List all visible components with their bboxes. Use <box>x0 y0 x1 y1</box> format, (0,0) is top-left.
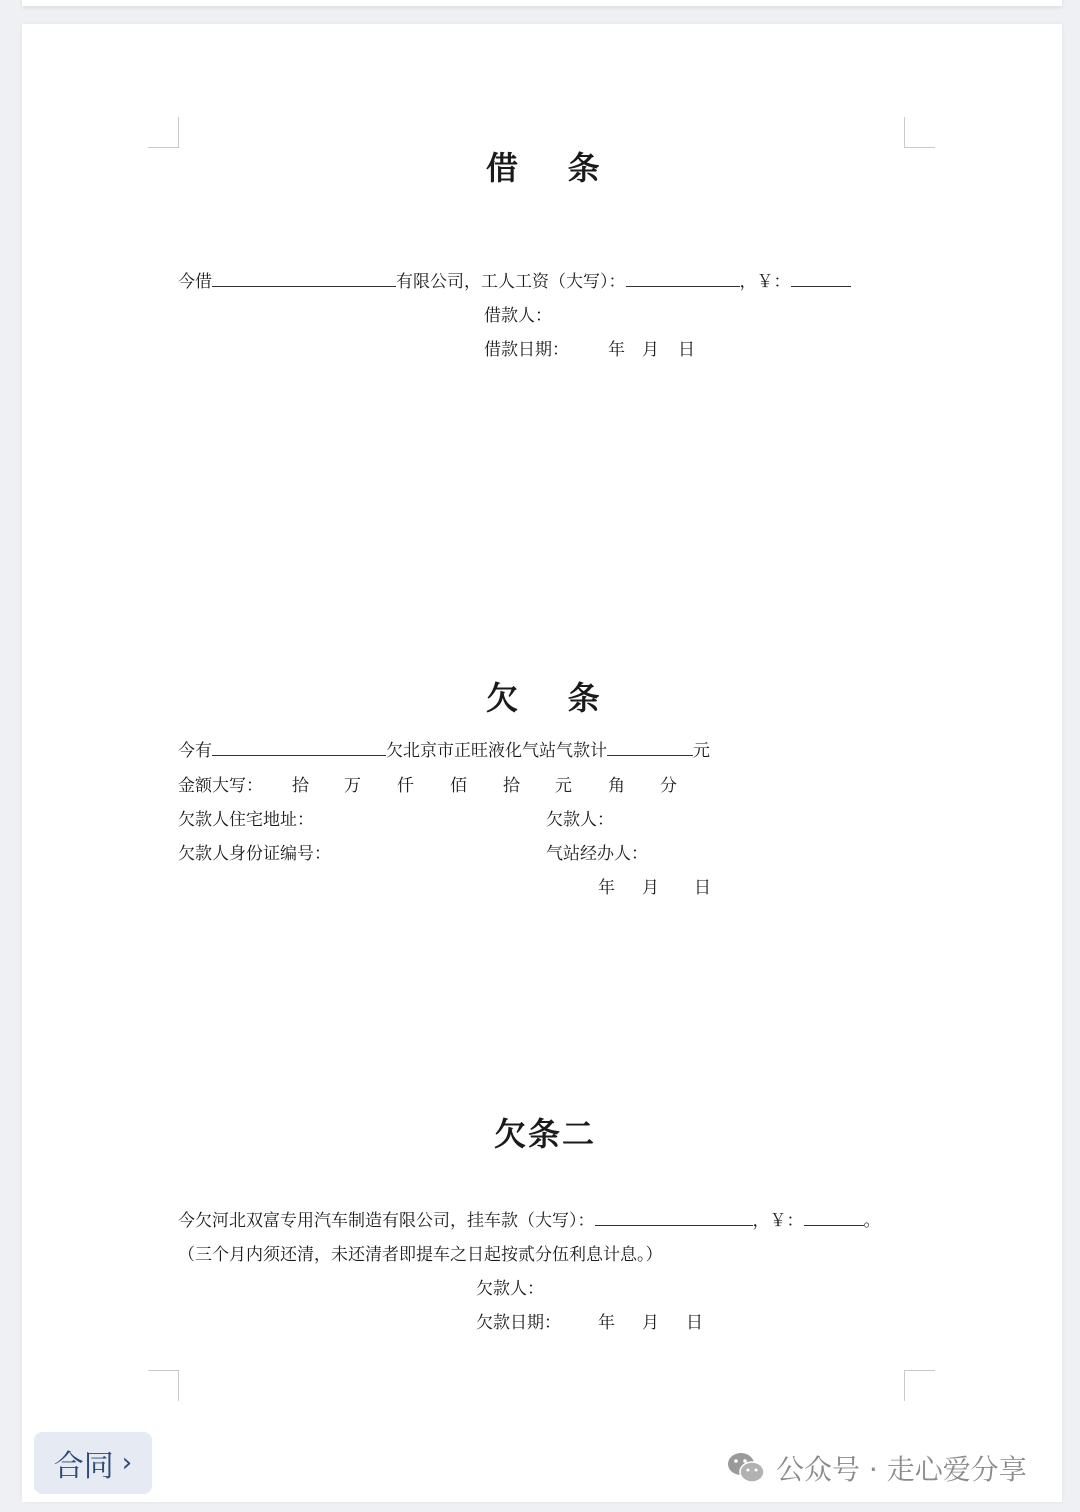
iou-amount-label: 金额大写： <box>178 776 263 796</box>
iou-agent-label: 气站经办人： <box>546 844 648 864</box>
blank-field <box>804 1211 864 1226</box>
blank-field <box>212 741 386 756</box>
iou-line-middle: 欠北京市正旺液化气站气款计 <box>386 741 607 761</box>
crop-mark-top-right <box>904 117 935 148</box>
iou-two-date-day: 日 <box>686 1313 703 1333</box>
iou-line-suffix: 元 <box>693 741 710 761</box>
document-page <box>22 24 1062 1502</box>
iou-two-date-label: 欠款日期： <box>476 1313 561 1333</box>
iou-two-line-currency: ，￥： <box>752 1211 804 1231</box>
loan-borrower-label: 借款人： <box>484 306 552 326</box>
iou-date-year: 年 <box>598 878 615 898</box>
wechat-icon <box>726 1450 766 1486</box>
blank-field <box>626 272 740 287</box>
iou-line-1 <box>178 741 710 761</box>
amount-unit: 万 <box>344 776 361 796</box>
watermark <box>726 1448 1027 1488</box>
iou-two-date-year: 年 <box>598 1313 615 1333</box>
iou-debtor-label: 欠款人： <box>546 810 614 830</box>
iou-date-day: 日 <box>694 878 711 898</box>
iou-two-note: （三个月内须还清，未还清者即提车之日起按贰分伍利息计息。） <box>178 1245 663 1265</box>
loan-date-label: 借款日期： <box>484 340 569 360</box>
iou-id-label: 欠款人身份证编号： <box>178 844 331 864</box>
loan-line-1 <box>178 272 851 292</box>
iou-two-date-month: 月 <box>642 1313 659 1333</box>
crop-mark-top-left <box>148 117 179 148</box>
chevron-right-icon: › <box>121 1448 133 1478</box>
amount-unit: 元 <box>555 776 572 796</box>
loan-line-middle: 有限公司，工人工资（大写）： <box>396 272 626 292</box>
loan-note-title: 借 条 <box>486 149 601 187</box>
amount-unit: 仟 <box>397 776 414 796</box>
loan-line-prefix: 今借 <box>178 272 212 292</box>
crop-mark-bottom-right <box>904 1370 935 1401</box>
blank-field <box>595 1211 753 1226</box>
blank-field <box>791 272 851 287</box>
iou-line-prefix: 今有 <box>178 741 212 761</box>
iou-address-label: 欠款人住宅地址： <box>178 810 314 830</box>
blank-field <box>607 741 693 756</box>
iou-two-title: 欠条二 <box>494 1115 597 1153</box>
blank-field <box>212 272 396 287</box>
previous-page-edge <box>22 0 1062 6</box>
amount-unit: 佰 <box>450 776 467 796</box>
watermark-text: 公众号 · 走心爱分享 <box>776 1453 1027 1486</box>
iou-two-debtor-label: 欠款人： <box>476 1279 544 1299</box>
contract-tag-label: 合同 <box>53 1449 114 1484</box>
amount-unit: 拾 <box>503 776 520 796</box>
loan-date-year: 年 <box>608 340 625 360</box>
amount-unit: 分 <box>660 776 677 796</box>
loan-date-day: 日 <box>678 340 695 360</box>
crop-mark-bottom-left <box>148 1370 179 1401</box>
iou-two-line-end: 。 <box>863 1211 881 1231</box>
iou-title: 欠 条 <box>486 679 601 717</box>
loan-date-month: 月 <box>642 340 659 360</box>
contract-tag-button[interactable] <box>34 1432 152 1494</box>
amount-unit: 角 <box>608 776 625 796</box>
iou-two-line-prefix: 今欠河北双富专用汽车制造有限公司，挂车款（大写）： <box>178 1211 595 1231</box>
iou-two-line-1 <box>178 1211 881 1231</box>
iou-date-month: 月 <box>642 878 659 898</box>
amount-unit: 拾 <box>292 776 309 796</box>
loan-line-currency: ，￥： <box>739 272 791 292</box>
